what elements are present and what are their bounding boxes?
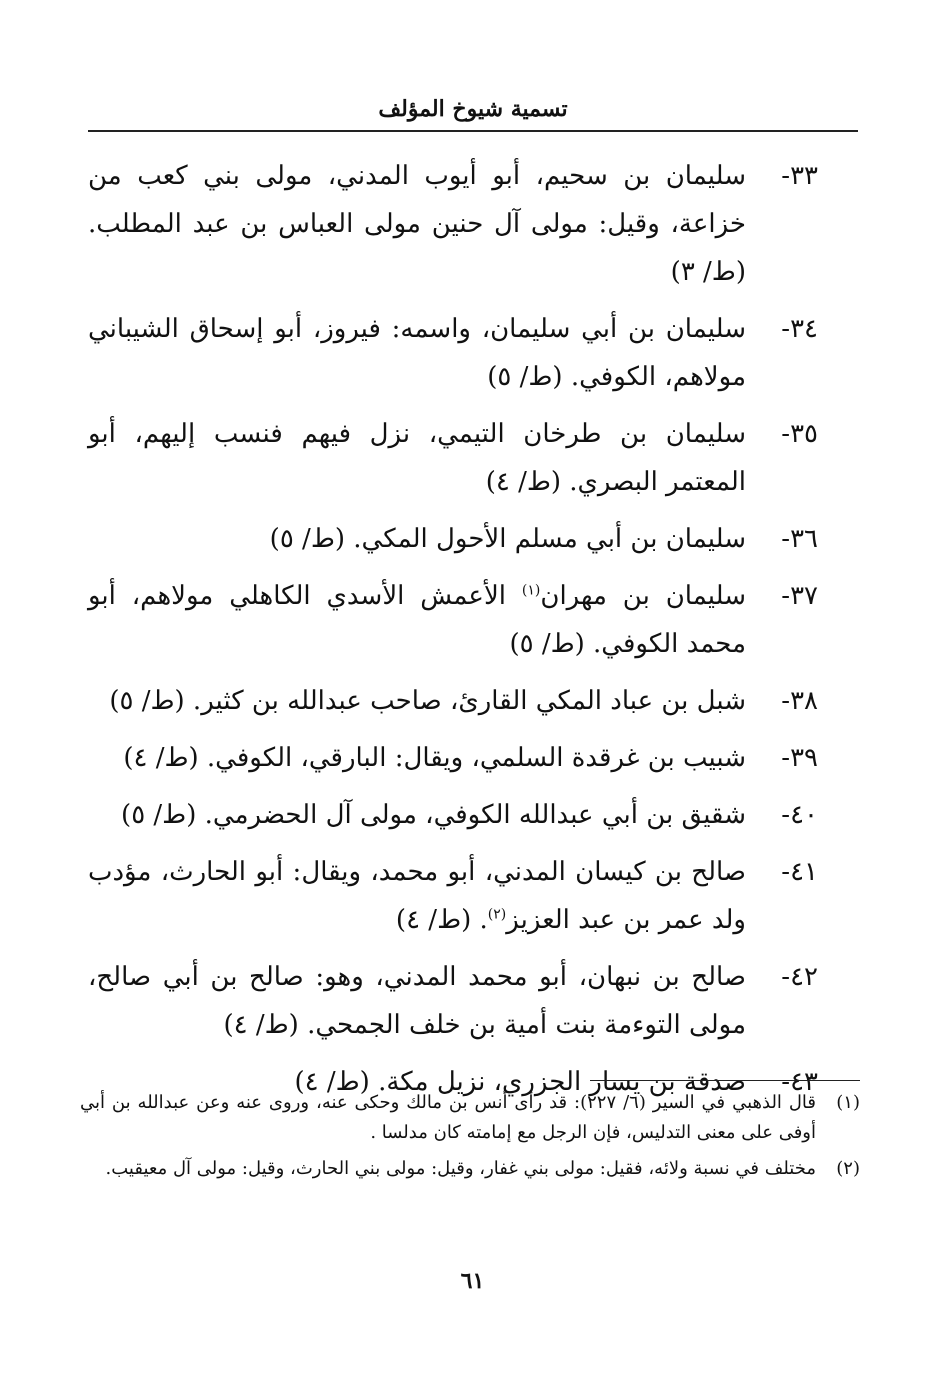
entry-number: ٣٨- bbox=[781, 686, 818, 716]
entry-text: سليمان بن أبي مسلم الأحول المكي. (ط/ ٥) bbox=[269, 524, 746, 554]
entry-text: سليمان بن طرخان التيمي، نزل فيهم فنسب إليهم، أبو المعتمر البصري. (ط/ ٤) bbox=[88, 419, 746, 497]
footnote-2 bbox=[80, 1154, 860, 1184]
footnotes-section bbox=[80, 1088, 860, 1190]
entry-40 bbox=[88, 791, 818, 839]
entry-35 bbox=[88, 410, 818, 506]
entry-number: ٣٦- bbox=[781, 524, 818, 554]
header-divider bbox=[88, 130, 858, 132]
entry-42 bbox=[88, 953, 818, 1049]
entry-text-after-note: الأعمش الأسدي الكاهلي مولاهم، أبو محمد الكوفي. (ط/ ٥) bbox=[88, 581, 746, 659]
page-number: ٦١ bbox=[460, 1268, 485, 1294]
entry-number: ٣٣- bbox=[781, 161, 818, 191]
footnote-1 bbox=[80, 1088, 860, 1148]
footnote-text: قال الذهبي في السير (٦/ ٢٢٧): قد رأى أنس بن مالك وحكى عنه، وروى عنه وعن عبدالله بن أبي أوفى على معنى التدليس، فإن الرجل مع إمامته كان مدلسا . bbox=[80, 1092, 817, 1143]
running-header-title: تسمية شيوخ المؤلف bbox=[378, 96, 568, 122]
entry-text-before-note: سليمان بن مهران bbox=[540, 581, 746, 611]
footnote-ref-2[interactable]: (٢) bbox=[487, 906, 507, 923]
entry-number: ٣٤- bbox=[781, 314, 818, 344]
entry-37 bbox=[88, 572, 818, 668]
footnote-divider bbox=[590, 1080, 860, 1081]
entry-number: ٤٢- bbox=[781, 962, 818, 992]
entry-text: صالح بن نبهان، أبو محمد المدني، وهو: صالح بن أبي صالح، مولى التوءمة بنت أمية بن خلف الجمحي. (ط/ ٤) bbox=[88, 962, 746, 1040]
entry-41 bbox=[88, 848, 818, 944]
entry-38 bbox=[88, 677, 818, 725]
entry-33 bbox=[88, 152, 818, 296]
entry-number: ٣٧- bbox=[781, 581, 818, 611]
entry-number: ٤٣- bbox=[781, 1067, 818, 1097]
entry-text-after-note: . (ط/ ٤) bbox=[395, 905, 488, 935]
entry-number: ٣٩- bbox=[781, 743, 818, 773]
entry-text: شقيق بن أبي عبدالله الكوفي، مولى آل الحضرمي. (ط/ ٥) bbox=[121, 800, 746, 830]
entry-number: ٤٠- bbox=[781, 800, 818, 830]
entry-text: شبيب بن غرقدة السلمي، ويقال: البارقي، الكوفي. (ط/ ٤) bbox=[123, 743, 746, 773]
entry-text-before-note: صالح بن كيسان المدني، أبو محمد، ويقال: أبو الحارث، مؤدب ولد عمر بن عبد العزيز bbox=[88, 857, 746, 935]
entry-number: ٤١- bbox=[781, 857, 818, 887]
entry-number: ٣٥- bbox=[781, 419, 818, 449]
footnote-ref-1[interactable]: (١) bbox=[521, 582, 541, 599]
entry-text: سليمان بن سحيم، أبو أيوب المدني، مولى بني كعب من خزاعة، وقيل: مولى آل حنين مولى العباس بن عبد المطلب. (ط/ ٣) bbox=[88, 161, 746, 287]
footnote-number: (١) bbox=[836, 1092, 860, 1113]
entry-text: شبل بن عباد المكي القارئ، صاحب عبدالله بن كثير. (ط/ ٥) bbox=[109, 686, 746, 716]
entry-34 bbox=[88, 305, 818, 401]
footnote-number: (٢) bbox=[836, 1158, 860, 1179]
entries-list bbox=[88, 152, 818, 1115]
footnote-text: مختلف في نسبة ولائه، فقيل: مولى بني غفار، وقيل: مولى بني الحارث، وقيل: مولى آل معيقيب. bbox=[105, 1158, 816, 1179]
entry-39 bbox=[88, 734, 818, 782]
entry-text: سليمان بن أبي سليمان، واسمه: فيروز، أبو إسحاق الشيباني مولاهم، الكوفي. (ط/ ٥) bbox=[88, 314, 746, 392]
entry-text: صدقة بن يسار الجزري، نزيل مكة. (ط/ ٤) bbox=[294, 1067, 746, 1097]
entry-36 bbox=[88, 515, 818, 563]
